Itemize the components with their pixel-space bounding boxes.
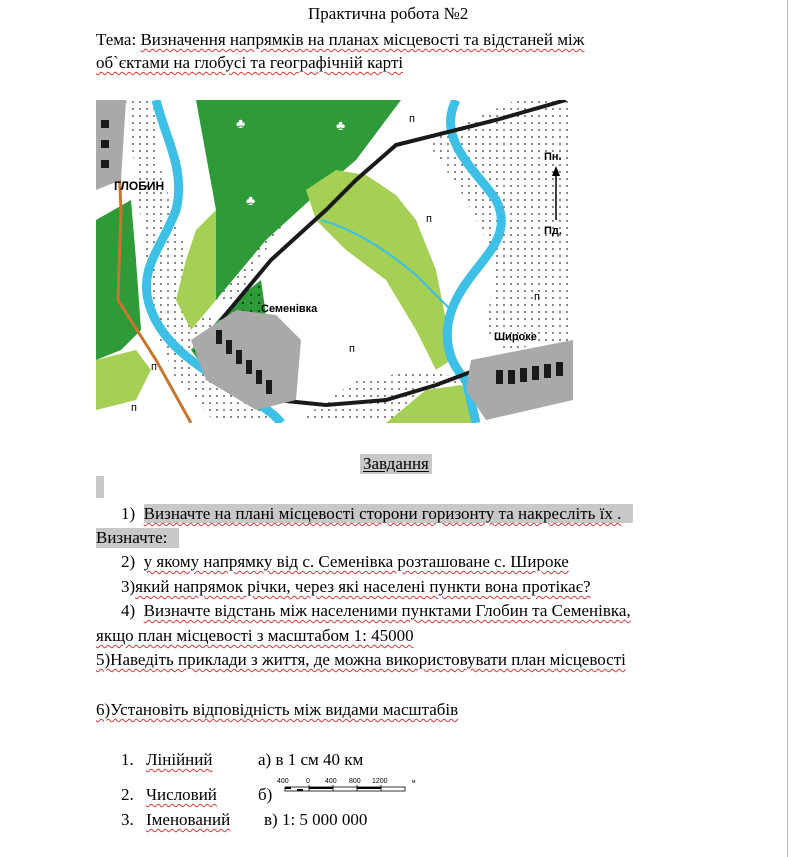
selection-marker [96, 476, 104, 498]
scale-tick-800: 800 [349, 778, 361, 785]
match-term-2: Числовий [146, 785, 217, 804]
task-2-text: у якому напрямку від с. Семенівка розташоване с. Широке [143, 552, 569, 571]
task-1-num: 1) [121, 504, 136, 523]
label-south: Пд. [544, 225, 562, 237]
svg-text:п: п [131, 402, 137, 414]
task-3-num: 3) [121, 577, 136, 596]
task-2 [121, 552, 569, 572]
task-3 [121, 577, 591, 597]
section-heading: Завдання [360, 454, 432, 474]
terrain-plan-map [96, 100, 573, 423]
task-4-text: Визначте відстань між населеними пунктами Глобин та Семенівка, [143, 601, 631, 620]
match-answer-3: в) 1: 5 000 000 [264, 810, 368, 829]
label-semenivka: Семенівка [261, 303, 318, 315]
task-3-text: який напрямок річки, через які населені пункти вона протікає? [135, 577, 591, 596]
svg-text:♣: ♣ [246, 194, 256, 209]
task-4-num: 4) [121, 601, 136, 620]
match-row-3 [121, 810, 230, 830]
task-4-continuation: якщо план місцевості з масштабом 1: 45000 [96, 626, 414, 645]
svg-text:п: п [426, 213, 432, 225]
match-num-3: 3. [121, 810, 134, 829]
topic-text-1: Визначення напрямків на планах місцевості та відстаней між [140, 30, 585, 49]
match-num-2: 2. [121, 785, 134, 804]
page-title: Практична робота №2 [308, 4, 469, 23]
match-term-3: Іменований [146, 810, 231, 829]
match-row-2 [121, 785, 217, 805]
topic-line-2: об`єктами на глобусі та географічній карті [96, 53, 404, 72]
scale-tick-1200: 1200 [372, 778, 388, 785]
scale-bar [285, 785, 405, 791]
topic-prefix: Тема: [96, 30, 141, 49]
match-answer-1: а) в 1 см 40 км [258, 750, 364, 769]
task-5: 5)Наведіть приклади з життя, де можна використовувати план місцевості [96, 650, 626, 669]
topic-line-1 [96, 30, 584, 50]
scale-tick-400a: 400 [277, 778, 289, 785]
svg-text:п: п [151, 361, 157, 373]
define-label: Визначте: [96, 528, 179, 548]
match-num-1: 1. [121, 750, 134, 769]
task-1 [121, 504, 633, 524]
match-row-1 [121, 750, 212, 770]
svg-text:♣: ♣ [236, 117, 246, 132]
task-4 [121, 601, 631, 621]
svg-text:п: п [349, 343, 355, 355]
label-globyn: ГЛОБИН [114, 179, 165, 193]
task-1-text: Визначте на плані місцевості сторони горизонту та накресліть їх . [144, 504, 634, 523]
task-2-num: 2) [121, 552, 136, 571]
match-answer-2: б) [258, 785, 273, 804]
svg-text:п: п [534, 291, 540, 303]
match-term-1: Лінійний [146, 750, 213, 769]
svg-text:♣: ♣ [336, 119, 346, 134]
svg-text:п: п [409, 113, 415, 125]
scale-tick-400b: 400 [325, 778, 337, 785]
scale-tick-0: 0 [306, 778, 310, 785]
scale-unit: м [412, 779, 416, 785]
label-shyroke: Широке [494, 331, 537, 343]
page-edge [787, 0, 788, 857]
label-north: Пн. [544, 151, 562, 163]
linear-scale-figure [277, 776, 422, 802]
task-6: 6)Установіть відповідність між видами масштабів [96, 700, 459, 719]
globyn-houses [101, 120, 109, 168]
